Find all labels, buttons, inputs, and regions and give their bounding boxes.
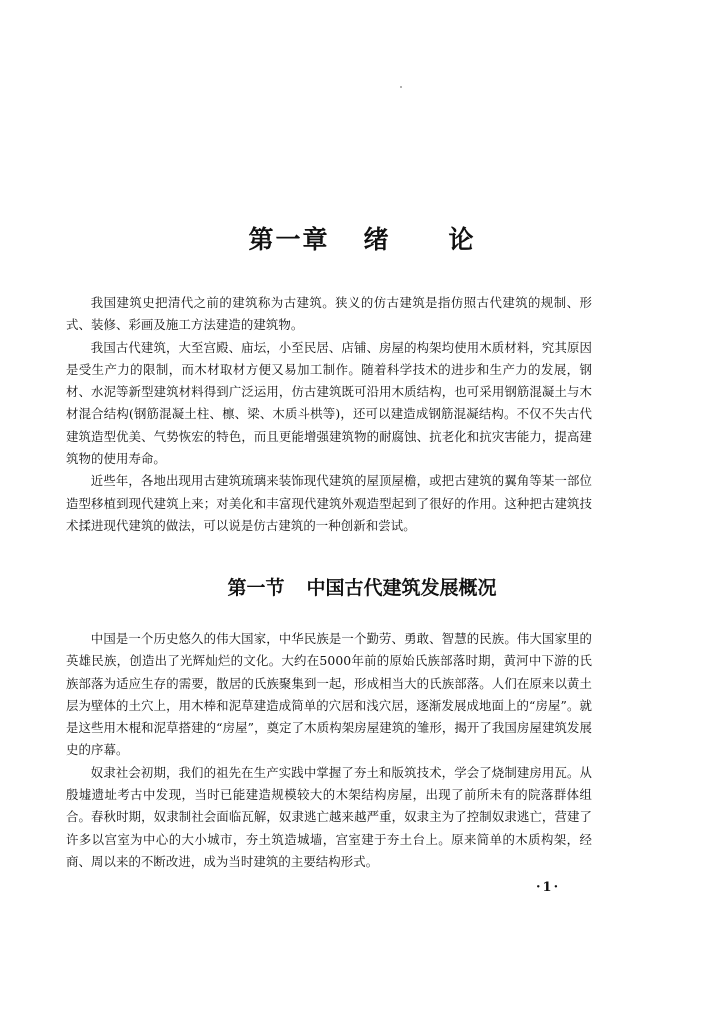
section-title [0, 573, 724, 603]
chapter-title-word-1: 绪 [363, 225, 391, 254]
paragraph: 我国建筑史把清代之前的建筑称为古建筑。狭义的仿古建筑是指仿照古代建筑的规制、形式、装修、彩画及施工方法建造的建筑物。 [66, 295, 592, 333]
chapter-title-word-2: 论 [448, 225, 476, 254]
paragraph: 我国古代建筑，大至宫殿、庙坛，小至民居、店铺、房屋的构架均使用木质材料，究其原因是受生产力的限制，而木材取材方便又易加工制作。随着科学技术的进步和生产力的发展，钢材、水泥等新型建筑材料得到广泛运用，仿古建筑既可沿用木质结构，也可采用钢筋混凝土与木材混合结构(钢筋混凝土柱、檩、梁、木质斗栱等)，还可以建造成钢筋混凝结构。不仅不失古代建筑造型优美、气势恢宏的特色，而且更能增强建筑物的耐腐蚀、抗老化和抗灾害能力，提高建筑物的使用寿命。 [66, 339, 592, 467]
section-number: 第一节 [227, 577, 285, 599]
paragraph: 近些年，各地出现用古建筑琉璃来装饰现代建筑的屋顶屋檐，或把古建筑的翼角等某一部位造型移植到现代建筑上来；对美化和丰富现代建筑外观造型起到了很好的作用。这种把古建筑技术揉进现代建筑的做法，可以说是仿古建筑的一种创新和尝试。 [66, 473, 592, 533]
scan-speck [400, 86, 402, 88]
section-text [66, 628, 592, 873]
section-heading: 中国古代建筑发展概况 [306, 577, 497, 599]
intro-text [66, 292, 592, 537]
chapter-number: 第一章 [248, 225, 330, 254]
chapter-title [0, 222, 724, 258]
paragraph: 奴隶社会初期，我们的祖先在生产实践中掌握了夯土和版筑技术，学会了烧制建房用瓦。从殷墟遗址考古中发现，当时已能建造规模较大的木架结构房屋，出现了前所未有的院落群体组合。春秋时期，奴隶制社会面临瓦解，奴隶逃亡越来越严重，奴隶主为了控制奴隶逃亡，营建了许多以宫室为中心的大小城市，夯土筑造城墙，宫室建于夯土台上。原来简单的木质构架，经商、周以来的不断改进，成为当时建筑的主要结构形式。 [66, 764, 592, 869]
paragraph: 中国是一个历史悠久的伟大国家，中华民族是一个勤劳、勇敢、智慧的民族。伟大国家里的英雄民族，创造出了光辉灿烂的文化。大约在5000年前的原始氏族部落时期，黄河中下游的氏族部落为适应生存的需要，散居的氏族聚集到一起，形成相当大的氏族部落。人们在原来以黄土层为壁体的土穴上，用木棒和泥草建造成简单的穴居和浅穴居，逐渐发展成地面上的“房屋”。就是这些用木棍和泥草搭建的“房屋”，奠定了木质构架房屋建筑的雏形，揭开了我国房屋建筑发展史的序幕。 [66, 631, 592, 758]
page-number: ·1· [536, 880, 561, 895]
